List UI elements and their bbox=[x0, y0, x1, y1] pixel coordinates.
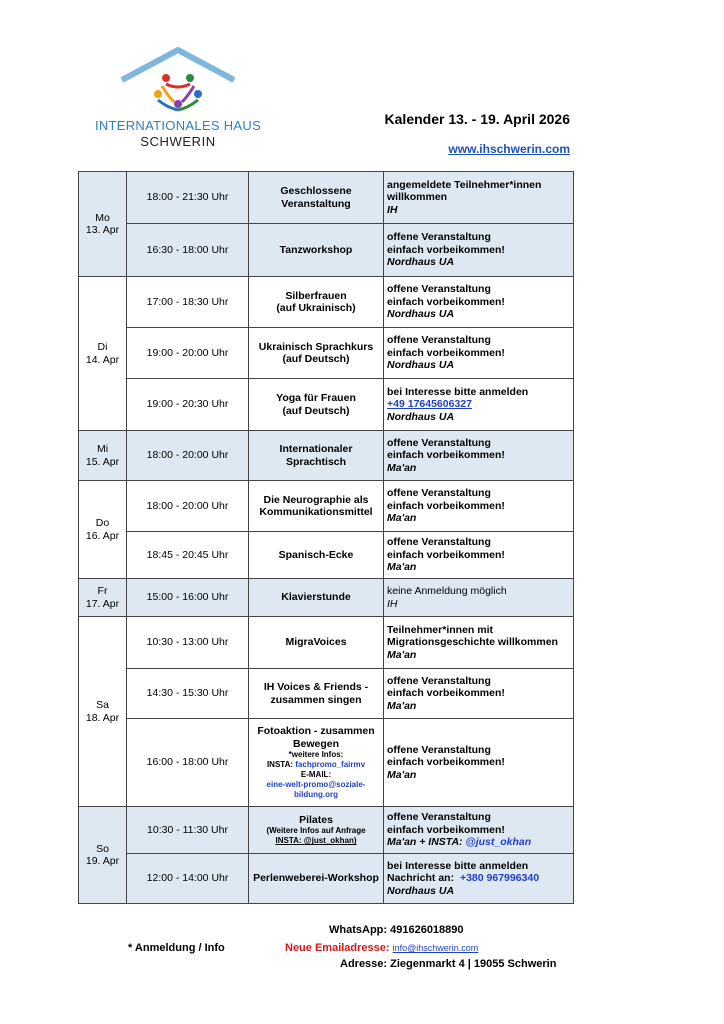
event-time: 10:30 - 13:00 Uhr bbox=[127, 617, 249, 669]
info-line: angemeldete Teilnehmer*innen bbox=[387, 178, 542, 191]
event-note: INSTA: @just_okhan) bbox=[275, 836, 357, 846]
email-link[interactable]: eine-welt-promo@soziale-bildung.org bbox=[266, 780, 366, 799]
logo bbox=[88, 46, 268, 152]
organizer: Nordhaus UA bbox=[387, 884, 455, 897]
event-info bbox=[384, 481, 574, 532]
event-title bbox=[249, 807, 384, 854]
info-line: offene Veranstaltung bbox=[387, 436, 491, 449]
event-info bbox=[384, 579, 574, 617]
info-line: einfach vorbeikommen! bbox=[387, 295, 505, 308]
info-line: einfach vorbeikommen! bbox=[387, 756, 505, 769]
event-info bbox=[384, 617, 574, 669]
info-line: einfach vorbeikommen! bbox=[387, 499, 505, 512]
event-info bbox=[384, 854, 574, 904]
whatsapp-number[interactable]: 491626018890 bbox=[390, 924, 464, 936]
insta-handle[interactable]: fachpromo_fairmv bbox=[295, 760, 366, 769]
info-line: bei Interesse bitte anmelden bbox=[387, 859, 529, 872]
info-line: offene Veranstaltung bbox=[387, 743, 491, 756]
table-row bbox=[79, 277, 574, 328]
event-title bbox=[249, 277, 384, 328]
table-row bbox=[79, 719, 574, 807]
table-row bbox=[79, 379, 574, 431]
event-info bbox=[384, 224, 574, 277]
event-info bbox=[384, 328, 574, 379]
info-line: einfach vorbeikommen! bbox=[387, 346, 505, 359]
event-time: 19:00 - 20:00 Uhr bbox=[127, 328, 249, 379]
page-title: Kalender 13. - 19. April 2026 bbox=[384, 111, 570, 127]
table-row bbox=[79, 579, 574, 617]
organizer: Ma'an + INSTA: bbox=[387, 836, 463, 849]
event-title: Tanzworkshop bbox=[249, 224, 384, 277]
info-line: offene Veranstaltung bbox=[387, 231, 491, 244]
event-title: Perlenweberei-Workshop bbox=[249, 854, 384, 904]
insta-handle[interactable]: @just_okhan bbox=[465, 836, 532, 849]
day-cell-mi bbox=[79, 431, 127, 481]
day-cell-di bbox=[79, 277, 127, 431]
whatsapp-label: WhatsApp: bbox=[329, 924, 388, 936]
table-row bbox=[79, 669, 574, 719]
day-name: Mo bbox=[95, 211, 110, 224]
day-name: Mi bbox=[96, 443, 109, 455]
info-line: einfach vorbeikommen! bbox=[387, 548, 505, 561]
event-info bbox=[384, 277, 574, 328]
day-date: 15. Apr bbox=[85, 455, 120, 468]
day-name: Di bbox=[97, 341, 108, 353]
email-line bbox=[285, 942, 478, 954]
event-title: MigraVoices bbox=[249, 617, 384, 669]
address-line bbox=[340, 958, 556, 970]
day-cell-fr bbox=[79, 579, 127, 617]
event-title-line: Kommunikationsmittel bbox=[259, 506, 373, 518]
event-note bbox=[252, 760, 380, 770]
organizer: Nordhaus UA bbox=[387, 308, 455, 321]
organizer: Ma'an bbox=[387, 648, 417, 661]
whatsapp-line bbox=[329, 924, 464, 936]
event-title: Spanisch-Ecke bbox=[249, 532, 384, 579]
info-line: keine Anmeldung möglich bbox=[387, 585, 507, 597]
table-row bbox=[79, 431, 574, 481]
event-time: 16:30 - 18:00 Uhr bbox=[127, 224, 249, 277]
event-time: 18:00 - 20:00 Uhr bbox=[127, 431, 249, 481]
event-info bbox=[384, 431, 574, 481]
event-title bbox=[249, 719, 384, 807]
event-title-line: zusammen singen bbox=[270, 693, 362, 706]
day-name: Do bbox=[95, 517, 110, 529]
organizer: Ma'an bbox=[387, 512, 417, 525]
event-note: (Weitere Infos auf Anfrage bbox=[266, 826, 366, 836]
event-title bbox=[249, 379, 384, 431]
event-info bbox=[384, 172, 574, 224]
info-line: einfach vorbeikommen! bbox=[387, 449, 505, 462]
info-line: offene Veranstaltung bbox=[387, 283, 491, 296]
event-title-line: Silberfrauen bbox=[285, 289, 347, 302]
event-time: 18:00 - 20:00 Uhr bbox=[127, 481, 249, 532]
event-time: 12:00 - 14:00 Uhr bbox=[127, 854, 249, 904]
table-row bbox=[79, 617, 574, 669]
event-title-line: IH Voices & Friends - bbox=[263, 681, 369, 693]
event-title-line: Die Neurographie als bbox=[263, 493, 369, 506]
event-title: Klavierstunde bbox=[249, 579, 384, 617]
info-line: bei Interesse bitte anmelden bbox=[387, 385, 529, 398]
event-title-line: (auf Ukrainisch) bbox=[276, 302, 356, 314]
logo-house-icon bbox=[116, 46, 240, 116]
event-title bbox=[249, 328, 384, 379]
info-line: offene Veranstaltung bbox=[387, 674, 491, 687]
event-time: 17:00 - 18:30 Uhr bbox=[127, 277, 249, 328]
day-date: 18. Apr bbox=[85, 711, 120, 724]
event-time: 14:30 - 15:30 Uhr bbox=[127, 669, 249, 719]
email-label: Neue Emailadresse: bbox=[285, 942, 390, 954]
event-info bbox=[384, 532, 574, 579]
day-cell-mo bbox=[79, 172, 127, 277]
day-name: Sa bbox=[96, 699, 109, 711]
day-name: Fr bbox=[97, 585, 108, 597]
website-link[interactable]: www.ihschwerin.com bbox=[448, 142, 570, 156]
table-row bbox=[79, 532, 574, 579]
event-title: Geschlossene Veranstaltung bbox=[249, 172, 384, 224]
info-line: offene Veranstaltung bbox=[387, 811, 491, 824]
event-time: 16:00 - 18:00 Uhr bbox=[127, 719, 249, 807]
table-row bbox=[79, 224, 574, 277]
event-title-line: (auf Deutsch) bbox=[282, 353, 350, 365]
event-title: Internationaler Sprachtisch bbox=[249, 431, 384, 481]
event-title-line: Fotoaktion - zusammen bbox=[257, 725, 375, 737]
organizer: Nordhaus UA bbox=[387, 410, 455, 423]
organizer: Ma'an bbox=[387, 461, 417, 474]
day-cell-sa bbox=[79, 617, 127, 807]
info-line: einfach vorbeikommen! bbox=[387, 243, 505, 256]
organizer: IH bbox=[387, 203, 398, 216]
insta-label: INSTA: bbox=[266, 760, 294, 769]
calendar-table bbox=[78, 171, 574, 904]
organizer: IH bbox=[387, 597, 398, 610]
table-row bbox=[79, 481, 574, 532]
phone-link[interactable]: +49 17645606327 bbox=[387, 398, 472, 411]
event-title-line: (auf Deutsch) bbox=[282, 404, 350, 417]
organizer: Nordhaus UA bbox=[387, 359, 455, 372]
logo-text-line1: INTERNATIONALES HAUS bbox=[94, 118, 262, 133]
event-info bbox=[384, 379, 574, 431]
info-line: einfach vorbeikommen! bbox=[387, 823, 505, 836]
address-value: Ziegenmarkt 4 | 19055 Schwerin bbox=[390, 958, 557, 970]
table-row bbox=[79, 328, 574, 379]
event-time: 18:00 - 21:30 Uhr bbox=[127, 172, 249, 224]
day-date: 14. Apr bbox=[85, 353, 120, 366]
event-time: 15:00 - 16:00 Uhr bbox=[127, 579, 249, 617]
day-name: So bbox=[96, 842, 109, 855]
event-title bbox=[249, 481, 384, 532]
day-date: 19. Apr bbox=[85, 855, 120, 867]
info-line: offene Veranstaltung bbox=[387, 536, 491, 549]
logo-text-line2: SCHWERIN bbox=[140, 134, 216, 149]
day-date: 13. Apr bbox=[85, 224, 120, 236]
email-link[interactable]: info@ihschwerin.com bbox=[392, 943, 479, 953]
event-info bbox=[384, 807, 574, 854]
phone-link[interactable]: +380 967996340 bbox=[459, 872, 540, 885]
info-line: offene Veranstaltung bbox=[387, 334, 491, 347]
event-title-line: Bewegen bbox=[292, 737, 340, 750]
table-row bbox=[79, 172, 574, 224]
event-title-line: Yoga für Frauen bbox=[276, 392, 356, 404]
organizer: Ma'an bbox=[387, 768, 417, 781]
info-line: willkommen bbox=[387, 191, 448, 204]
event-note: E-MAIL: bbox=[300, 770, 332, 779]
event-time: 18:45 - 20:45 Uhr bbox=[127, 532, 249, 579]
info-line: offene Veranstaltung bbox=[387, 487, 491, 500]
organizer: Ma'an bbox=[387, 699, 417, 712]
info-line: Nachricht an: bbox=[387, 872, 455, 885]
info-line: Migrationsgeschichte willkommen bbox=[387, 636, 558, 649]
event-title bbox=[249, 669, 384, 719]
event-title-line: Ukrainisch Sprachkurs bbox=[258, 340, 374, 353]
table-row bbox=[79, 854, 574, 904]
event-time: 10:30 - 11:30 Uhr bbox=[127, 807, 249, 854]
anmeldung-note: * Anmeldung / Info bbox=[128, 942, 225, 954]
info-line: einfach vorbeikommen! bbox=[387, 687, 505, 700]
event-title-line: Pilates bbox=[299, 813, 333, 826]
event-note: *weitere Infos: bbox=[288, 750, 344, 759]
info-line: Teilnehmer*innen mit bbox=[387, 623, 493, 636]
table-row bbox=[79, 807, 574, 854]
day-cell-so bbox=[79, 807, 127, 904]
event-time: 19:00 - 20:30 Uhr bbox=[127, 379, 249, 431]
address-label: Adresse: bbox=[340, 958, 388, 970]
event-info bbox=[384, 669, 574, 719]
organizer: Nordhaus UA bbox=[387, 256, 455, 269]
day-date: 16. Apr bbox=[85, 529, 120, 542]
day-date: 17. Apr bbox=[85, 597, 120, 610]
organizer: Ma'an bbox=[387, 561, 417, 574]
event-info bbox=[384, 719, 574, 807]
day-cell-do bbox=[79, 481, 127, 579]
